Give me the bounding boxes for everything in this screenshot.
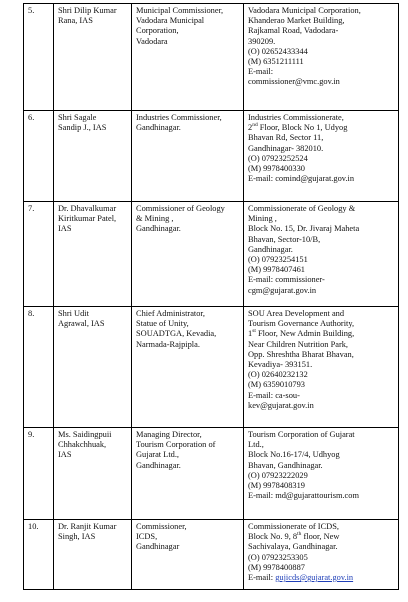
email-address-cont: kev@gujarat.gov.in <box>248 400 314 410</box>
email-label: E-mail: <box>248 573 274 583</box>
designation: Managing Director, Tourism Corporation of Gujarat Ltd., Gandhinagar. <box>132 428 244 520</box>
office-address: Vadodara Municipal Corporation, Khanderao Market Building, Rajkamal Road, Vadodara- 390209. (O) 02652433344 (M) 6351211111 E-mail: commissioner@vmc.gov.in <box>244 4 399 111</box>
office-address: Tourism Corporation of Gujarat Ltd., Block No.16-17/4, Udhyog Bhavan, Gandhinagar. (O) 07923222029 (M) 9978408319 E-mail: md@gujarattourism.com <box>244 428 399 520</box>
table-row <box>24 520 399 590</box>
email-label: E-mail: <box>248 67 274 77</box>
table-row <box>24 428 399 520</box>
office-phone: (O) 02640232132 <box>248 370 308 380</box>
designation: Chief Administrator, Statue of Unity, SOUADTGA, Kevadia, Narmada-Rajpipla. <box>132 307 244 428</box>
mobile-phone: (M) 6351211111 <box>248 57 304 67</box>
office-phone: (O) 07923222029 <box>248 470 308 480</box>
mobile-phone: (M) 9978400330 <box>248 164 305 174</box>
designation: Commissioner, ICDS, Gandhinagar <box>132 520 244 590</box>
mobile-phone: (M) 9978407461 <box>248 265 305 275</box>
email-address-cont: cgm@gujarat.gov.in <box>248 285 317 295</box>
mobile-phone: (M) 9978408319 <box>248 481 305 491</box>
serial-number: 6. <box>24 111 54 202</box>
email-address: E-mail: ca-sou- <box>248 390 300 400</box>
office-phone: (O) 07923252524 <box>248 153 308 163</box>
table-row <box>24 307 399 428</box>
serial-number: 5. <box>24 4 54 111</box>
email-link[interactable]: gujicds@gujarat.gov.in <box>275 573 354 583</box>
designation: Commissioner of Geology & Mining , Gandhinagar. <box>132 202 244 307</box>
email-address: E-mail: comind@gujarat.gov.in <box>248 174 355 184</box>
designation: Industries Commissioner, Gandhinagar. <box>132 111 244 202</box>
office-address: Commissionerate of Geology & Mining , Block No. 15, Dr. Jivaraj Maheta Bhavan, Sector-10/B, Gandhinagar. (O) 07923254151 (M) 9978407461 E-mail: commissioner- cgm@gujarat.gov.in <box>244 202 399 307</box>
serial-number: 10. <box>24 520 54 590</box>
designation: Municipal Commissioner, Vadodara Municipal Corporation, Vadodara <box>132 4 244 111</box>
table-row <box>24 4 399 111</box>
office-phone: (O) 07923253305 <box>248 552 308 562</box>
serial-number: 9. <box>24 428 54 520</box>
officer-name: Shri Sagale Sandip J., IAS <box>54 111 132 202</box>
mobile-phone: (M) 6359010793 <box>248 380 305 390</box>
email-address: commissioner@vmc.gov.in <box>248 77 340 87</box>
office-phone: (O) 07923254151 <box>248 255 308 265</box>
officer-name: Shri Udit Agrawal, IAS <box>54 307 132 428</box>
serial-number: 8. <box>24 307 54 428</box>
table-row <box>24 111 399 202</box>
table-row <box>24 202 399 307</box>
serial-number: 7. <box>24 202 54 307</box>
office-address: Commissionerate of ICDS, Block No. 9, 8th floor, New Sachivalaya, Gandhinagar. (O) 07923253305 (M) 9978400887 E-mail: gujicds@gujarat.gov.in <box>244 520 399 590</box>
office-address: Industries Commissionerate, 2nd Floor, Block No 1, Udyog Bhavan Rd, Sector 11, Gandhinagar- 382010. (O) 07923252524 (M) 9978400330 E-mail: comind@gujarat.gov.in <box>244 111 399 202</box>
officer-name: Ms. Saidingpuii Chhakchhuak, IAS <box>54 428 132 520</box>
officer-name: Shri Dilip Kumar Rana, IAS <box>54 4 132 111</box>
officers-directory-table <box>23 3 399 590</box>
office-phone: (O) 02652433344 <box>248 46 308 56</box>
officer-name: Dr. Ranjit Kumar Singh, IAS <box>54 520 132 590</box>
email-address: E-mail: md@gujarattourism.com <box>248 491 359 501</box>
office-address: SOU Area Development and Tourism Governance Authority, 1st Floor, New Admin Building, Near Children Nutrition Park, Opp. Shreshtha Bharat Bhavan, Kevadiya- 393151. (O) 02640232132 (M) 6359010793 E-mail: ca-sou- kev@gujarat.gov.in <box>244 307 399 428</box>
officer-name: Dr. Dhavalkumar Kiritkumar Patel, IAS <box>54 202 132 307</box>
mobile-phone: (M) 9978400887 <box>248 562 305 572</box>
email-address: E-mail: commissioner- <box>248 275 325 285</box>
